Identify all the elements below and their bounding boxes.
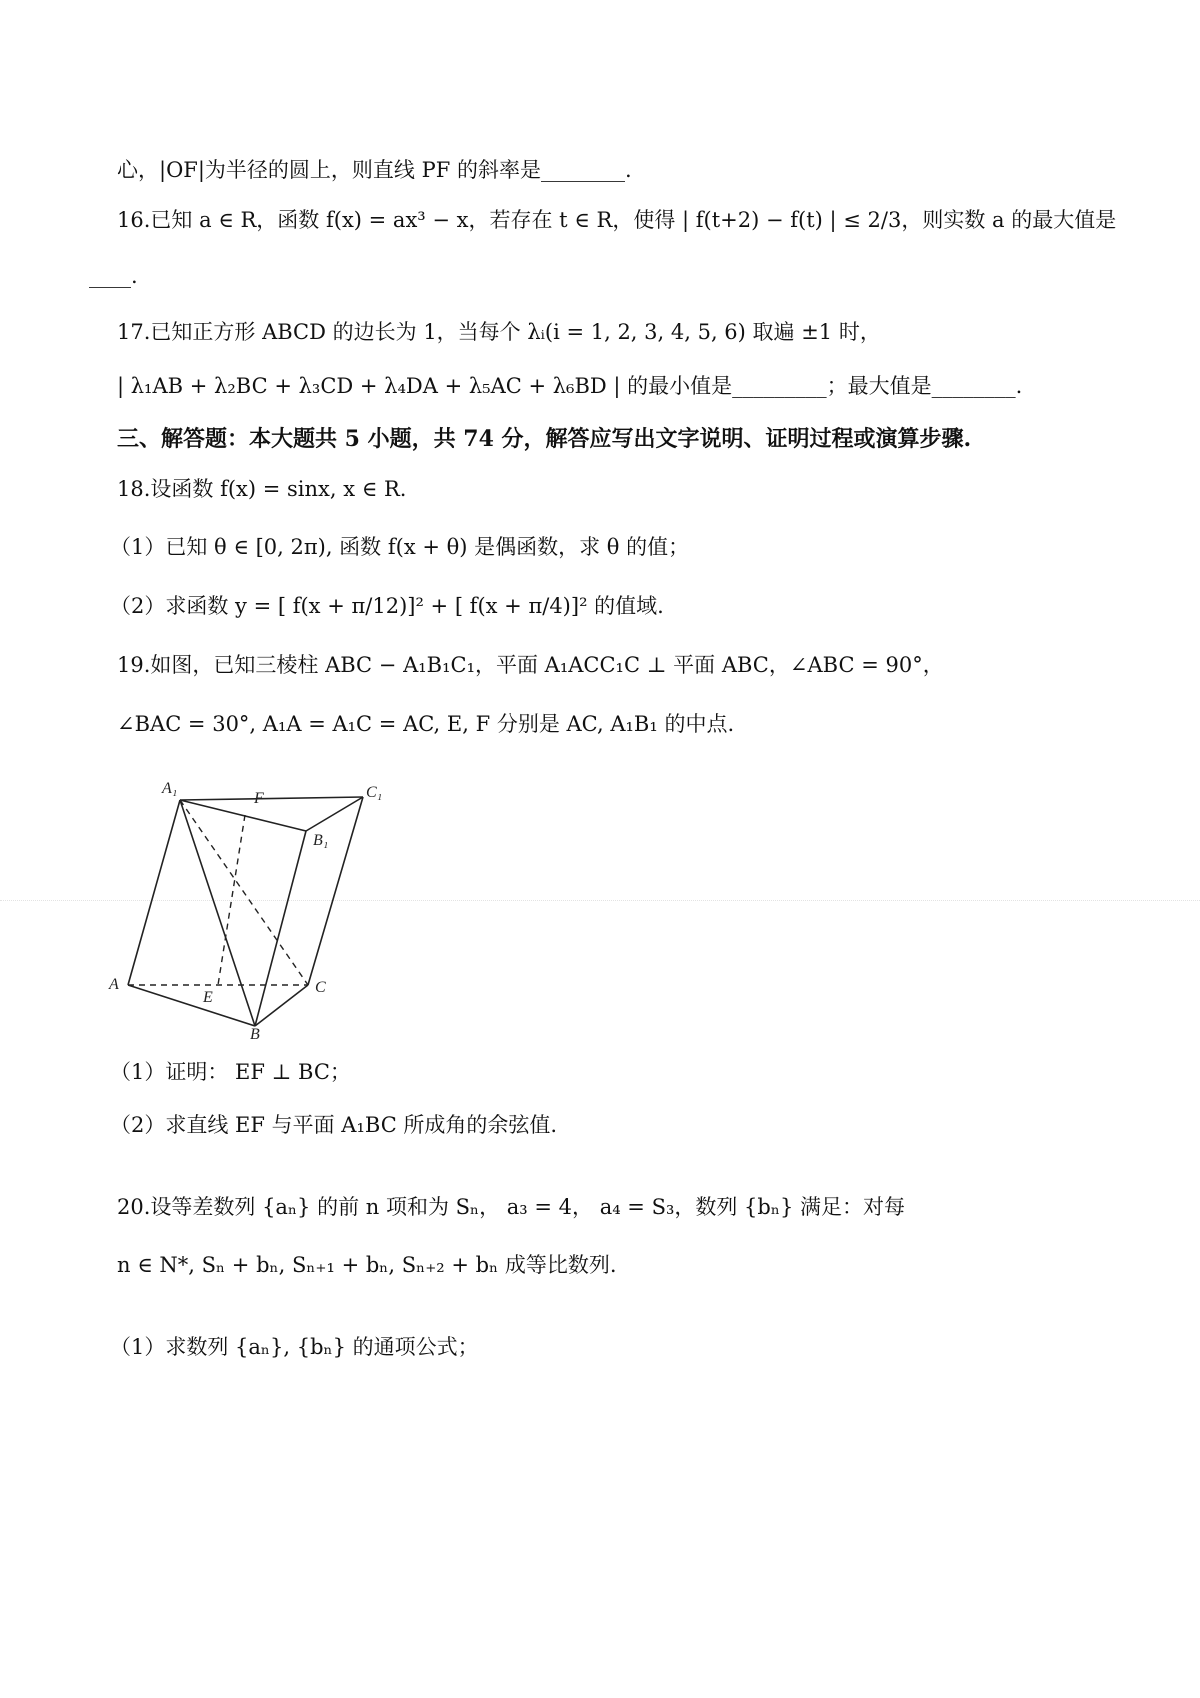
section-3-heading: 三、解答题：本大题共 5 小题，共 74 分，解答应写出文字说明、证明过程或演算步骤. [117,426,972,452]
q18-part-2: （2）求函数 y = [ f(x + π/12)]² + [ f(x + π/4)]² 的值域. [110,594,664,618]
q16-text: 16.已知 a ∈ R，函数 f(x) = ax³ − x，若存在 t ∈ R，使得 | f(t+2) − f(t) | ≤ 2/3，则实数 a 的最大值是 [117,208,1117,232]
q20-text: 20.设等差数列 {aₙ} 的前 n 项和为 Sₙ， a₃ = 4， a₄ = S₃，数列 {bₙ} 满足：对每 [117,1195,905,1219]
q19-part-2: （2）求直线 EF 与平面 A₁BC 所成角的余弦值. [110,1113,558,1137]
label-a: A [109,976,119,993]
q17-expression: | λ₁AB + λ₂BC + λ₃CD + λ₄DA + λ₅AC + λ₆BD | 的最小值是_________；最大值是________. [117,374,1023,398]
q20-part-1: （1）求数列 {aₙ}, {bₙ} 的通项公式； [110,1335,479,1359]
q20-condition: n ∈ N*, Sₙ + bₙ, Sₙ₊₁ + bₙ, Sₙ₊₂ + bₙ 成等比数列. [117,1253,617,1277]
prism-figure-labels [100,770,400,1045]
label-c: C [315,979,326,996]
q16-answer-blank: ____. [89,264,138,288]
label-a1: A₁ [162,780,178,797]
label-b1: B₁ [313,832,329,849]
q19-part-1: （1）证明： EF ⊥ BC； [110,1060,351,1084]
label-c1: C₁ [366,784,383,801]
label-f: F [254,790,264,807]
q19-text: 19.如图，已知三棱柱 ABC − A₁B₁C₁，平面 A₁ACC₁C ⊥ 平面 ABC，∠ABC = 90°， [117,653,944,677]
q18-text: 18.设函数 f(x) = sinx, x ∈ R. [117,477,407,501]
q19-condition: ∠BAC = 30°, A₁A = A₁C = AC, E, F 分别是 AC, A₁B₁ 的中点. [117,712,735,736]
q15-continuation: 心，|OF|为半径的圆上，则直线 PF 的斜率是________. [117,158,632,182]
q18-part-1: （1）已知 θ ∈ [0, 2π), 函数 f(x + θ) 是偶函数，求 θ 的值； [110,535,690,559]
label-b: B [250,1026,260,1043]
q17-text: 17.已知正方形 ABCD 的边长为 1，当每个 λᵢ(i = 1, 2, 3, 4, 5, 6) 取遍 ±1 时， [117,320,881,344]
label-e: E [203,989,213,1006]
